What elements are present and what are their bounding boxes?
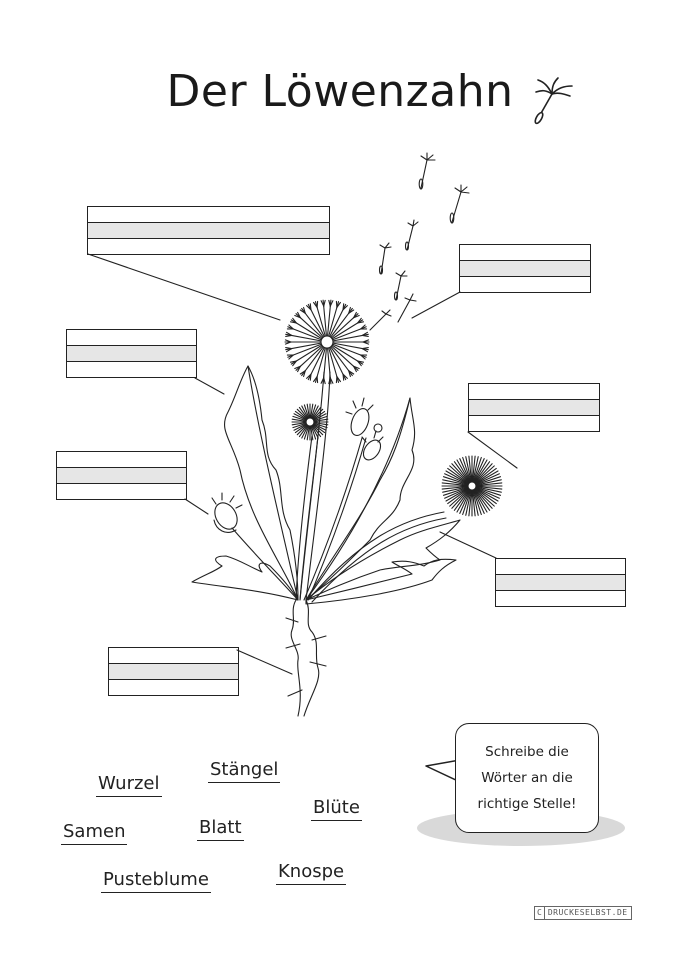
- root: [286, 600, 326, 716]
- flying-seeds: [370, 153, 469, 330]
- stem-flower-right: [308, 512, 444, 600]
- instruction-line-1: Schreibe die: [485, 744, 569, 760]
- leader-line-mid-left: [195, 378, 224, 394]
- instruction-bubble: [455, 723, 599, 833]
- leader-line-lower-right: [440, 532, 496, 558]
- instruction-line-3: richtige Stelle!: [477, 796, 577, 812]
- bud-upper: [346, 398, 384, 463]
- word-card-wurzel[interactable]: Wurzel: [96, 774, 162, 797]
- leader-line-bottom-left: [237, 650, 292, 674]
- flower-head-center: [292, 404, 328, 440]
- word-card-bluete[interactable]: Blüte: [311, 798, 362, 821]
- leaf-right-lower: [306, 559, 456, 604]
- leader-line-lower-left: [185, 499, 208, 514]
- word-card-blatt[interactable]: Blatt: [197, 818, 244, 841]
- leaf-left-tall: [225, 366, 298, 600]
- page-title: Der Löwenzahn: [166, 66, 514, 117]
- word-card-staengel[interactable]: Stängel: [208, 760, 280, 783]
- instruction-line-2: Wörter an die: [481, 770, 573, 786]
- leader-line-mid-right: [468, 432, 517, 468]
- leaf-left-lower: [192, 556, 298, 600]
- word-card-samen[interactable]: Samen: [61, 822, 127, 845]
- flower-head-right: [442, 456, 502, 516]
- brand-text: DRUCKESELBST.DE: [547, 908, 628, 917]
- stem-flower-center: [296, 436, 312, 600]
- seed-head: [285, 300, 369, 384]
- word-card-knospe[interactable]: Knospe: [276, 862, 346, 885]
- word-card-pusteblume[interactable]: Pusteblume: [101, 870, 211, 893]
- leader-line-top-right: [412, 292, 460, 318]
- bud-left: [210, 493, 242, 533]
- brand-logo: [534, 906, 632, 920]
- leader-line-top-left: [88, 254, 280, 320]
- brand-mark: C: [535, 907, 545, 919]
